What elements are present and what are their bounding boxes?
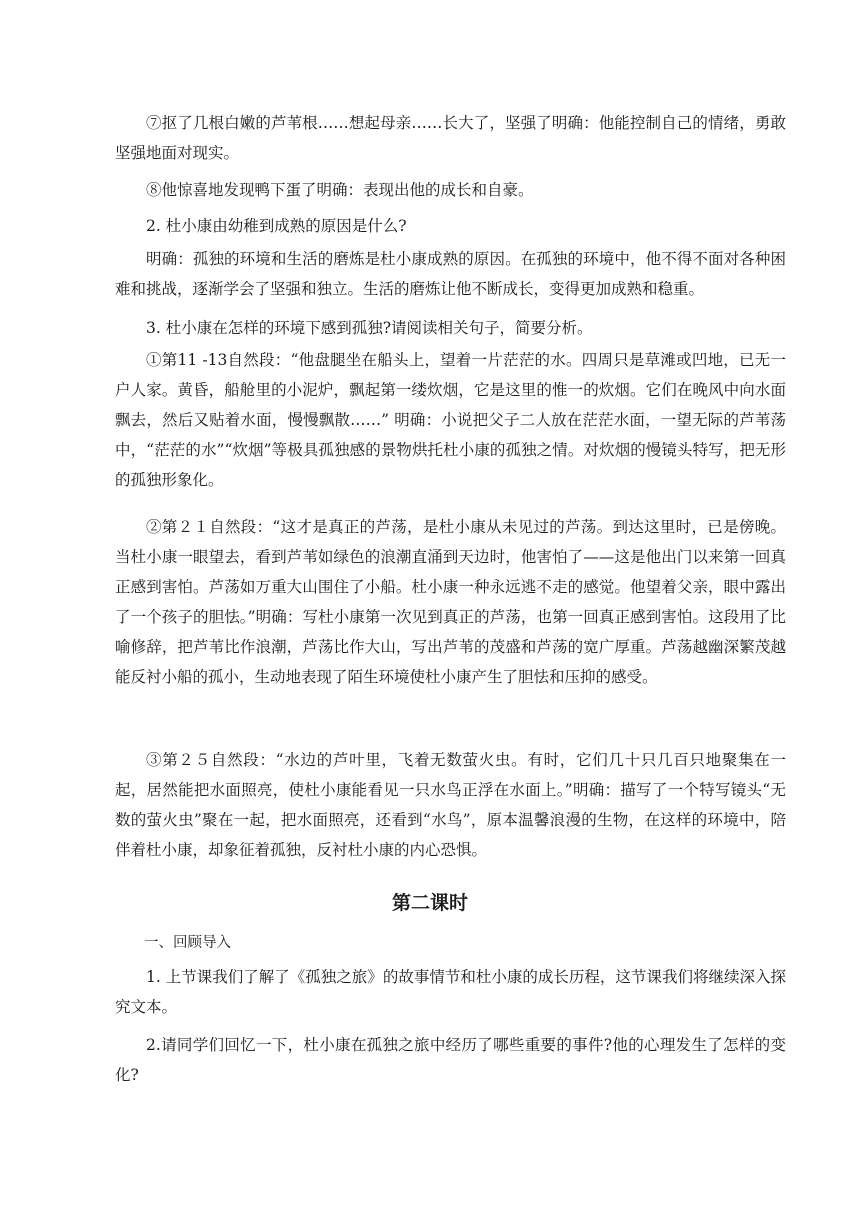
review-item-1: 1. 上节课我们了解了《孤独之旅》的故事情节和杜小康的成长历程，这节课我们将继续深入探究文本。 (115, 968, 786, 1016)
question-3: 3. 杜小康在怎样的环境下感到孤独?请阅读相关句子，简要分析。 (146, 319, 593, 337)
review-item-2: 2.请同学们回忆一下，杜小康在孤独之旅中经历了哪些重要的事件?他的心理发生了怎样的变化? (115, 1036, 786, 1084)
example-3: ③第２５自然段：“水边的芦叶里，飞着无数萤火虫。有时，它们几十只几百只地聚集在一起，居然能把水面照亮，使杜小康能看见一只水鸟正浮在水面上。”明确：描写了一个特写镜头“无数的萤火虫”聚在一起，把水面照亮，还看到“水鸟”，原本温馨浪漫的生物，在这样的环境中，陪伴着杜小康，却象征着孤独，反衬杜小康的内心恐惧。 (115, 751, 786, 859)
paragraph-p8: ⑧他惊喜地发现鸭下蛋了明确：表现出他的成长和自豪。 (146, 181, 534, 199)
section-title: 第二课时 (391, 892, 468, 914)
answer-2: 明确：孤独的环境和生活的磨炼是杜小康成熟的原因。在孤独的环境中，他不得不面对各种困难和挑战，逐渐学会了坚强和独立。生活的磨炼让他不断成长，变得更加成熟和稳重。 (115, 250, 786, 298)
paragraph-p7: ⑦抠了几根白嫩的芦苇根……想起母亲……长大了，坚强了明确：他能控制自己的情绪，勇敢坚强地面对现实。 (115, 114, 786, 162)
section-subtitle: 一、回顾导入 (144, 935, 231, 951)
question-2: 2. 杜小康由幼稚到成熟的原因是什么? (146, 217, 407, 235)
example-2: ②第２１自然段：“这才是真正的芦荡，是杜小康从未见过的芦荡。到达这里时，已是傍晚。当杜小康一眼望去，看到芦苇如绿色的浪潮直涌到天边时，他害怕了——这是他出门以来第一回真正感到害怕。芦荡如万重大山围住了小船。杜小康一种永远逃不走的感觉。他望着父亲，眼中露出了一个孩子的胆怯。”明确：写杜小康第一次见到真正的芦荡，也第一回真正感到害怕。这段用了比喻修辞，把芦苇比作浪潮，芦荡比作大山，写出芦苇的茂盛和芦荡的宽广厚重。芦荡越幽深繁茂越能反衬小船的孤小，生动地表现了陌生环境使杜小康产生了胆怯和压抑的感受。 (115, 518, 786, 686)
example-1: ①第11 -13自然段：“他盘腿坐在船头上，望着一片茫茫的水。四周只是草滩或凹地，已无一户人家。黄昏，船舱里的小泥炉，飘起第一缕炊烟，它是这里的惟一的炊烟。它们在晚风中向水面飘去，然后又贴着水面，慢慢飘散……” 明确：小说把父子二人放在茫茫水面，一望无际的芦苇荡中，“茫茫的水”“炊烟”等极具孤独感的景物烘托杜小康的孤独之情。对炊烟的慢镜头特写，把无形的孤独形象化。 (115, 351, 786, 489)
